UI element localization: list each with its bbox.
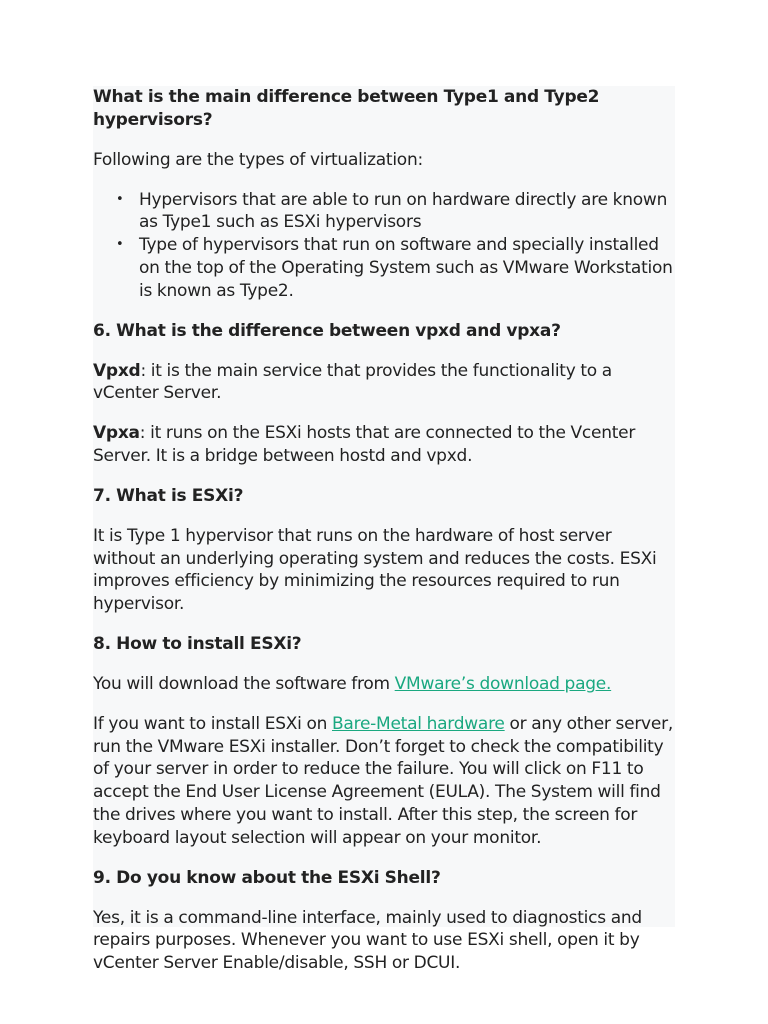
section-heading-install-esxi: 8. How to install ESXi? [93,634,302,655]
install-prefix: If you want to install ESXi on [93,714,332,735]
bullet-item: • Hypervisors that are able to run on hardware directly are known as Type1 such as ESXi hypervisors [139,189,675,234]
paragraph-download [93,673,675,696]
paragraph-esxi: It is Type 1 hypervisor that runs on the hardware of host server without an underlying operating system and reduces the costs. ESXi improves efficiency by minimizing the resources required to run hypervisor. [93,525,657,615]
install-text: or any other server, run the VMware ESXi installer. Don’t forget to check the compatibility of your server in order to reduce the failure. You will click on F11 to accept the End User License Agreement (EULA). The System will find the drives where you want to install. After this step, the screen for keyboard layout selection will appear on your monitor. [93,714,673,848]
definition-vpxd: : it is the main service that provides the functionality to a vCenter Server. [93,360,612,404]
section-heading-vpxd-vpxa: 6. What is the difference between vpxd and vpxa? [93,320,561,341]
document-content [93,86,675,992]
download-prefix: You will download the software from [93,674,395,695]
section-heading-esxi-shell: 9. Do you know about the ESXi Shell? [93,867,441,888]
section-heading-esxi: 7. What is ESXi? [93,485,244,506]
bare-metal-link[interactable]: Bare-Metal hardware [332,714,505,735]
term-vpxa: Vpxa [93,423,140,444]
paragraph-vpxa [93,422,675,467]
paragraph-esxi-shell: Yes, it is a command-line interface, mainly used to diagnostics and repairs purposes. Whenever you want to use ESXi shell, open it by vCenter Server Enable/disable, SSH or DCUI. [93,907,642,973]
definition-vpxa: : it runs on the ESXi hosts that are connected to the Vcenter Server. It is a bridge between hostd and vpxd. [93,423,636,466]
bullet-item: • Type of hypervisors that run on software and specially installed on the top of the Operating System such as VMware Workstation is known as Type2. [139,234,675,302]
term-vpxd: Vpxd [93,360,141,381]
section-heading-hypervisor-types: What is the main difference between Type1 and Type2 hypervisors? [93,87,600,130]
paragraph-vpxd [93,360,675,405]
paragraph-install [93,713,675,849]
paragraph-types-intro: Following are the types of virtualization: [93,149,423,170]
vmware-download-link[interactable]: VMware’s download page. [394,674,612,695]
bullet-list-hypervisor-types [116,189,675,303]
